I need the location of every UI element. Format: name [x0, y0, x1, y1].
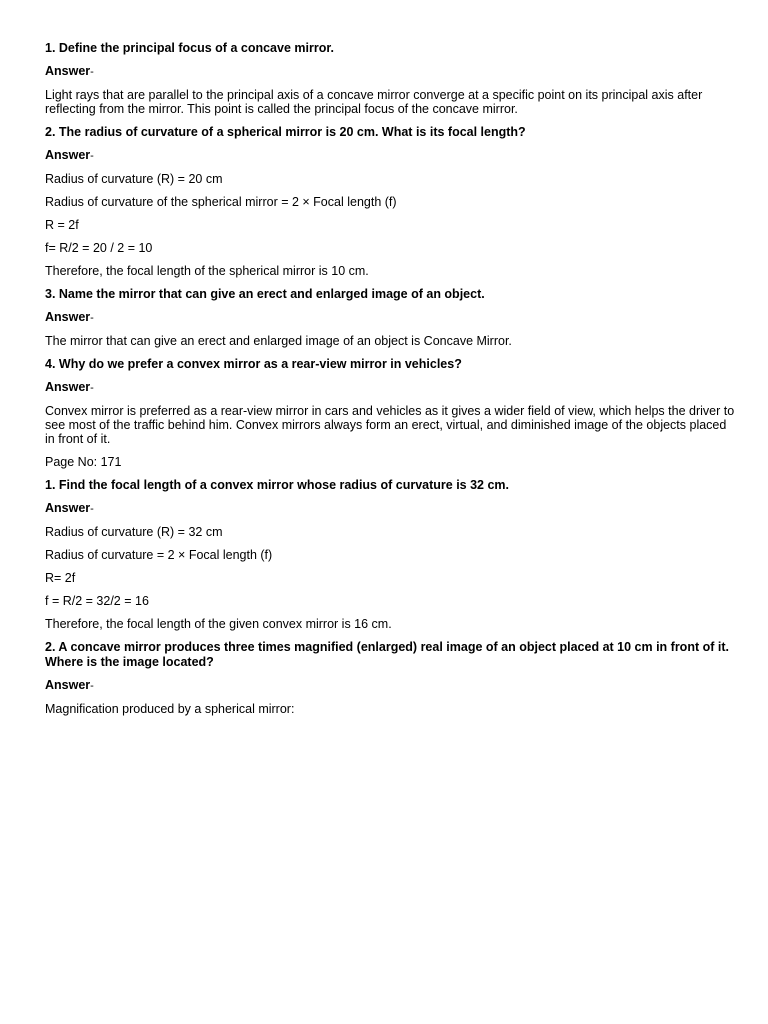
answer-label: Answer- — [45, 380, 94, 394]
answer-text: The mirror that can give an erect and enlarged image of an object is Concave Mirror. — [45, 334, 512, 348]
answer-text: Radius of curvature (R) = 32 cm — [45, 525, 223, 539]
question-6: 2. A concave mirror produces three times magnified (enlarged) real image of an object placed at 10 cm in front of it. Where is the image located? — [45, 640, 729, 669]
answer-label: Answer- — [45, 148, 94, 162]
page-number: Page No: 171 — [45, 455, 122, 469]
answer-text: Radius of curvature = 2 × Focal length (f) — [45, 548, 273, 562]
document-page — [45, 41, 735, 725]
answer-text: Radius of curvature of the spherical mirror = 2 × Focal length (f) — [45, 195, 397, 209]
answer-text: Convex mirror is preferred as a rear-view mirror in cars and vehicles as it gives a wider field of view, which helps the driver to see most of the traffic behind him. Convex mirrors always form an erect, virtual, and diminished image of the objects placed in front of it. — [45, 404, 735, 446]
answer-text: R= 2f — [45, 571, 76, 585]
answer-label: Answer- — [45, 501, 94, 515]
question-1: 1. Define the principal focus of a concave mirror. — [45, 41, 334, 55]
answer-text: f= R/2 = 20 / 2 = 10 — [45, 241, 153, 255]
answer-text: Radius of curvature (R) = 20 cm — [45, 172, 223, 186]
answer-text: Light rays that are parallel to the principal axis of a concave mirror converge at a specific point on its principal axis after reflecting from the mirror. This point is called the principal focus of the concave mirror. — [45, 88, 703, 116]
answer-label: Answer- — [45, 64, 94, 78]
question-4: 4. Why do we prefer a convex mirror as a rear-view mirror in vehicles? — [45, 357, 462, 371]
answer-label: Answer- — [45, 310, 94, 324]
answer-text: Therefore, the focal length of the given convex mirror is 16 cm. — [45, 617, 392, 631]
answer-text: R = 2f — [45, 218, 79, 232]
answer-label: Answer- — [45, 678, 94, 692]
question-3: 3. Name the mirror that can give an erect and enlarged image of an object. — [45, 287, 485, 301]
answer-text: Therefore, the focal length of the spherical mirror is 10 cm. — [45, 264, 369, 278]
question-5: 1. Find the focal length of a convex mirror whose radius of curvature is 32 cm. — [45, 478, 510, 492]
answer-text: f = R/2 = 32/2 = 16 — [45, 594, 149, 608]
answer-text: Magnification produced by a spherical mirror: — [45, 702, 295, 716]
question-2: 2. The radius of curvature of a spherical mirror is 20 cm. What is its focal length? — [45, 125, 526, 139]
